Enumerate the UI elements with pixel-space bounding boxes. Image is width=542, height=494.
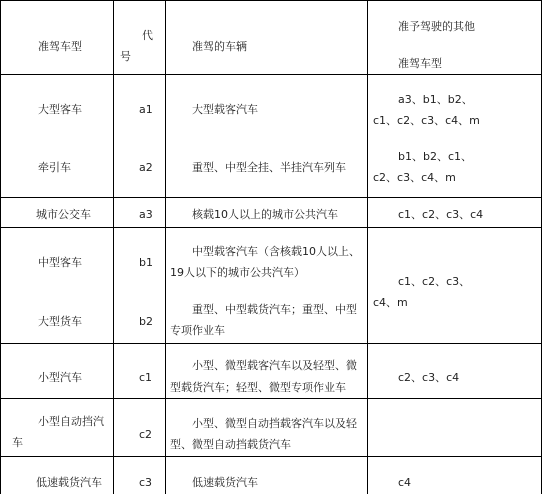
- row-a1-vehicles: 大型载客汽车: [192, 103, 258, 116]
- row-a1-type: 大型客车: [38, 103, 82, 116]
- row-b1-type: 中型客车: [38, 256, 82, 269]
- row-c2-vehicles-line1: 小型、微型自动挡载客汽车以及轻: [192, 417, 357, 430]
- row-b2-type: 大型货车: [38, 315, 82, 328]
- grid-hline-c1: [0, 398, 542, 399]
- b-group-others-line2: c4、m: [373, 296, 408, 309]
- row-c1-type: 小型汽车: [38, 371, 82, 384]
- b-group-others-line1: c1、c2、c3、: [398, 275, 471, 288]
- header-other-types-line2: 准驾车型: [398, 57, 442, 70]
- row-c3-code: c3: [139, 476, 153, 489]
- grid-hline-header: [0, 74, 542, 75]
- row-b1-vehicles-line2: 19人以下的城市公共汽车）: [170, 266, 305, 279]
- row-b1-vehicles-line1: 中型载客汽车（含核载10人以上、: [192, 245, 360, 258]
- header-vehicles: 准驾的车辆: [192, 40, 247, 53]
- grid-hline-a2: [0, 197, 542, 198]
- row-a2-code: a2: [139, 161, 153, 174]
- row-a3-code: a3: [139, 208, 153, 221]
- grid-hline-c2: [0, 456, 542, 457]
- row-a1-others-line2: c1、c2、c3、c4、m: [373, 114, 480, 127]
- row-a2-type: 牵引车: [38, 161, 71, 174]
- row-a3-type: 城市公交车: [36, 208, 91, 221]
- row-c3-others: c4: [398, 476, 412, 489]
- grid-hline-a3: [0, 227, 542, 228]
- row-a3-vehicles: 核载10人以上的城市公共汽车: [192, 208, 338, 221]
- header-code-line2: 号: [120, 50, 131, 63]
- row-b1-code: b1: [139, 256, 153, 269]
- row-a2-others-line1: b1、b2、c1、: [398, 150, 473, 163]
- row-a2-others-line2: c2、c3、c4、m: [373, 171, 456, 184]
- row-c1-others: c2、c3、c4: [398, 371, 460, 384]
- row-c2-type-line1: 小型自动挡汽: [38, 415, 104, 428]
- row-a1-code: a1: [139, 103, 153, 116]
- row-c3-type: 低速载货汽车: [36, 476, 102, 489]
- row-c2-type-line2: 车: [12, 436, 23, 449]
- grid-hline-top: [0, 0, 542, 1]
- row-a2-vehicles: 重型、中型全挂、半挂汽车列车: [192, 161, 346, 174]
- header-code-line1: 代: [142, 29, 153, 42]
- row-a3-others: c1、c2、c3、c4: [398, 208, 484, 221]
- row-b2-vehicles-line2: 专项作业车: [170, 324, 225, 337]
- row-a1-others-line1: a3、b1、b2、: [398, 93, 473, 106]
- row-b2-vehicles-line1: 重型、中型载货汽车；重型、中型: [192, 303, 357, 316]
- header-other-types-line1: 准予驾驶的其他: [398, 20, 475, 33]
- row-c2-vehicles-line2: 型、微型自动挡载货汽车: [170, 438, 291, 451]
- grid-hline-b: [0, 343, 542, 344]
- row-b2-code: b2: [139, 315, 153, 328]
- row-c3-vehicles: 低速载货汽车: [192, 476, 258, 489]
- row-c1-vehicles-line2: 型载货汽车；轻型、微型专项作业车: [170, 381, 346, 394]
- header-license-type: 准驾车型: [38, 40, 82, 53]
- row-c1-code: c1: [139, 371, 153, 384]
- row-c1-vehicles-line1: 小型、微型载客汽车以及轻型、微: [192, 359, 357, 372]
- row-c2-code: c2: [139, 428, 153, 441]
